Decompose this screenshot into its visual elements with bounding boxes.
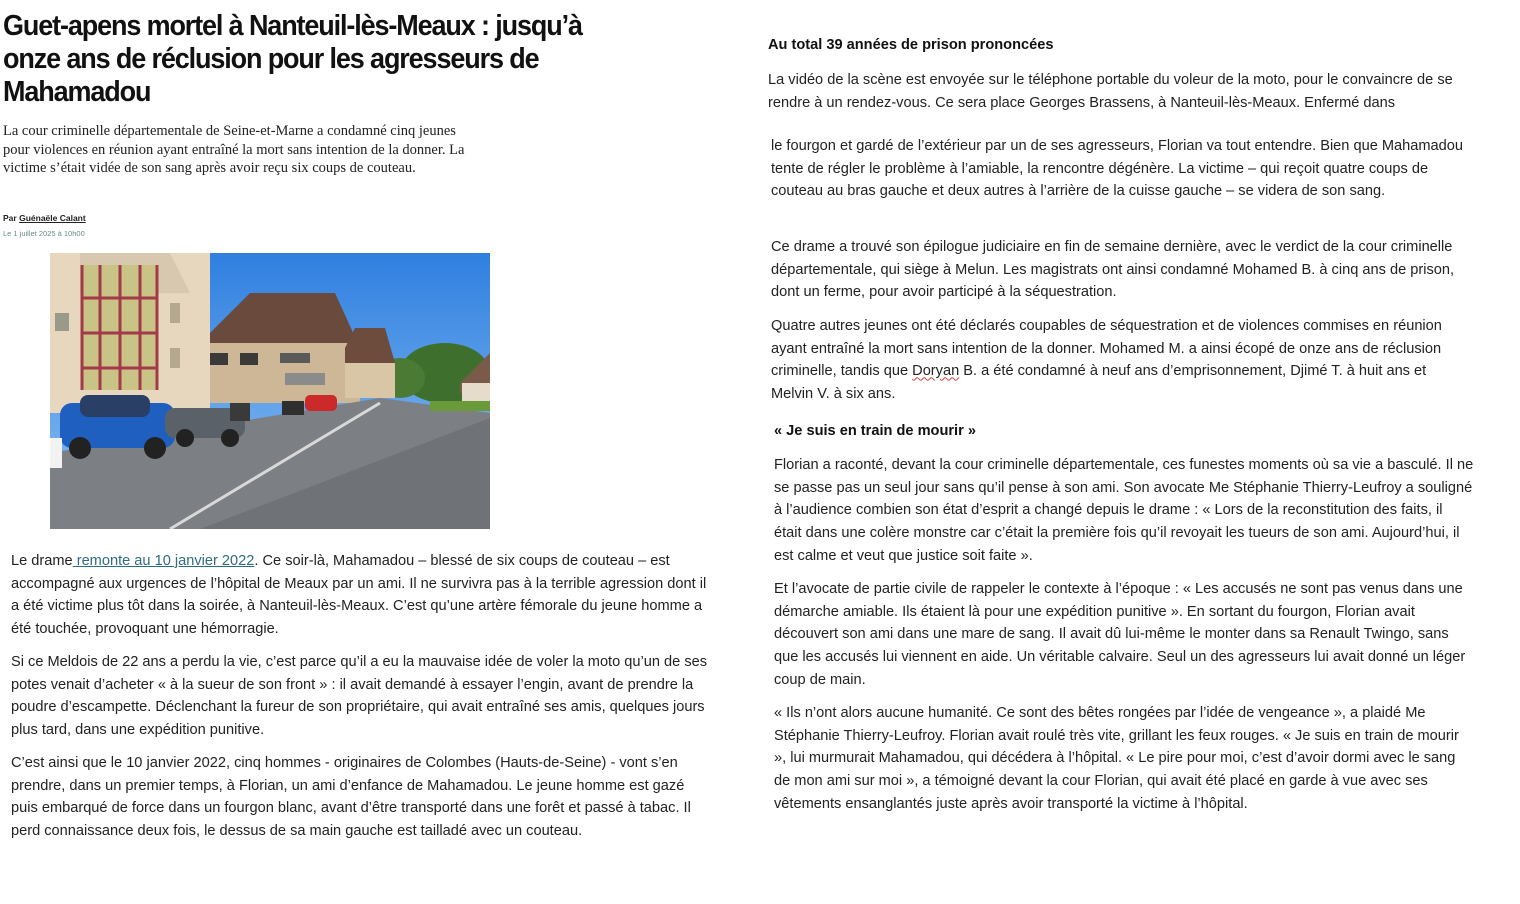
author-link[interactable]: Guénaële Calant — [19, 213, 86, 223]
article-lede: La cour criminelle départementale de Seine-et-Marne a condamné cinq jeunes pour violences en réunion ayant entraîné la mort sans intention de la donner. La victime s’était vidée de son sang après avoir reçu six coups de couteau. — [3, 123, 465, 177]
related-article-link[interactable]: remonte au 10 janvier 2022 — [72, 553, 255, 569]
body-paragraph-1 — [11, 550, 711, 641]
body-paragraph-5: le fourgon et gardé de l’extérieur par un de ses agresseurs, Florian va tout entendre. Bien que Mahamadou tente de régler le problème à l’amiable, la rencontre dégénère. La victime – qui reçoit quatre coups de couteau au bras gauche et deux autres à l’arrière de la cuisse gauche – se videra de son sang. — [771, 138, 1464, 200]
byline-prefix: Par — [3, 213, 17, 223]
subheading-quote: « Je suis en train de mourir » — [774, 423, 976, 439]
spellcheck-flagged-word: Doryan — [912, 363, 960, 380]
article-headline: Guet-apens mortel à Nanteuil-lès-Meaux : jusqu’à onze ans de réclusion pour les agresseurs de Mahamadou — [3, 10, 582, 108]
body-paragraph-4: La vidéo de la scène est envoyée sur le téléphone portable du voleur de la moto, pour le convaincre de se rendre à un rendez-vous. Ce sera place Georges Brassens, à Nanteuil-lès-Meaux. Enfermé dans — [768, 72, 1453, 111]
p7-text-end: B. a été condamné à neuf ans d’emprisonnement, Djimé T. à huit ans et Melvin V. à six ans. — [771, 363, 1427, 403]
body-paragraph-9: Et l’avocate de partie civile de rappeler le contexte à l’époque : « Les accusés ne sont pas venus dans une démarche amiable. Ils étaient là pour une expédition punitive ». En sortant du fourgon, Florian avait découvert son ami dans une mare de sang. Il avait dû lui-même le monter dans sa Renault Twingo, sans que les accusés lui viennent en aide. Un véritable calvaire. Seul un des agresseurs lui avait donné un léger coup de main. — [774, 581, 1466, 688]
body-paragraph-7 — [771, 315, 1471, 406]
publish-date: Le 1 juillet 2025 à 10h00 — [3, 229, 85, 238]
p1-text-end: . Ce soir-là, Mahamadou – blessé de six coups de couteau – est accompagné aux urgences de l’hôpital de Meaux par un ami. Il ne survivra pas à la terrible agression dont il a été victime plus tôt dans la soirée, à Nanteuil-lès-Meaux. C’est qu’une artère fémorale du jeune homme a été touchée, provoquant une hémorragie. — [11, 553, 707, 638]
subheading-prison-years: Au total 39 années de prison prononcées — [768, 37, 1054, 53]
article-photo — [50, 253, 490, 529]
byline — [3, 213, 86, 223]
body-paragraph-10: « Ils n’ont alors aucune humanité. Ce sont des bêtes rongées par l’idée de vengeance », a plaidé Me Stéphanie Thierry-Leufroy. Florian avait roulé très vite, grillant les feux rouges. « Je suis en train de mourir », lui murmurait Mahamadou, qui décédera à l’hôpital. « Le pire pour moi, c’est d’avoir dormi avec le sang de mon ami sur moi », a témoigné devant la cour Florian, qui avait été placé en garde à vue avec ses vêtements ensanglantés juste après avoir transporté la victime à l’hôpital. — [774, 705, 1459, 812]
body-paragraph-2: Si ce Meldois de 22 ans a perdu la vie, c’est parce qu’il a eu la mauvaise idée de voler la moto qu’un de ses potes venait d’acheter « à la sueur de son front » : il avait demandé à essayer l’engin, avant de prendre la poudre d’escampette. Déclenchant la fureur de son propriétaire, qui avait entraîné ses amis, quelques jours plus tard, dans une expédition punitive. — [11, 654, 708, 739]
p7-text-start: Quatre autres jeunes ont été déclarés coupables de séquestration et de violences commises en réunion ayant entraîné la mort sans intention de la donner. Mohamed M. a ainsi écopé de onze ans de réclusion criminelle, tandis que — [771, 318, 1442, 380]
body-paragraph-8: Florian a raconté, devant la cour criminelle départementale, ces funestes moments où sa vie a basculé. Il ne se passe pas un seul jour sans qu’il pense à son ami. Son avocate Me Stéphanie Thierry-Leufroy a souligné à l’audience combien son état d’esprit a changé depuis le drame : « Lors de la reconstitution des faits, il était dans une colère monstre car c’était la première fois qu’il revoyait les tueurs de son ami. Aujourd’hui, il est calme et veut que justice soit faite ». — [774, 457, 1474, 564]
p1-text-start: Le drame — [11, 553, 73, 569]
body-paragraph-6: Ce drame a trouvé son épilogue judiciaire en fin de semaine dernière, avec le verdict de la cour criminelle départementale, qui siège à Melun. Les magistrats ont ainsi condamné Mohamed B. à cinq ans de prison, dont un ferme, pour avoir participé à la séquestration. — [771, 239, 1455, 301]
body-paragraph-3: C’est ainsi que le 10 janvier 2022, cinq hommes - originaires de Colombes (Hauts-de-Seine) - vont s’en prendre, dans un premier temps, à Florian, un ami d’enfance de Mahamadou. Le jeune homme est gazé puis embarqué de force dans un fourgon blanc, avant d’être transporté dans une forêt et passé à tabac. Il perd connaissance deux fois, le dessus de sa main gauche est tailladé avec un couteau. — [11, 755, 691, 840]
